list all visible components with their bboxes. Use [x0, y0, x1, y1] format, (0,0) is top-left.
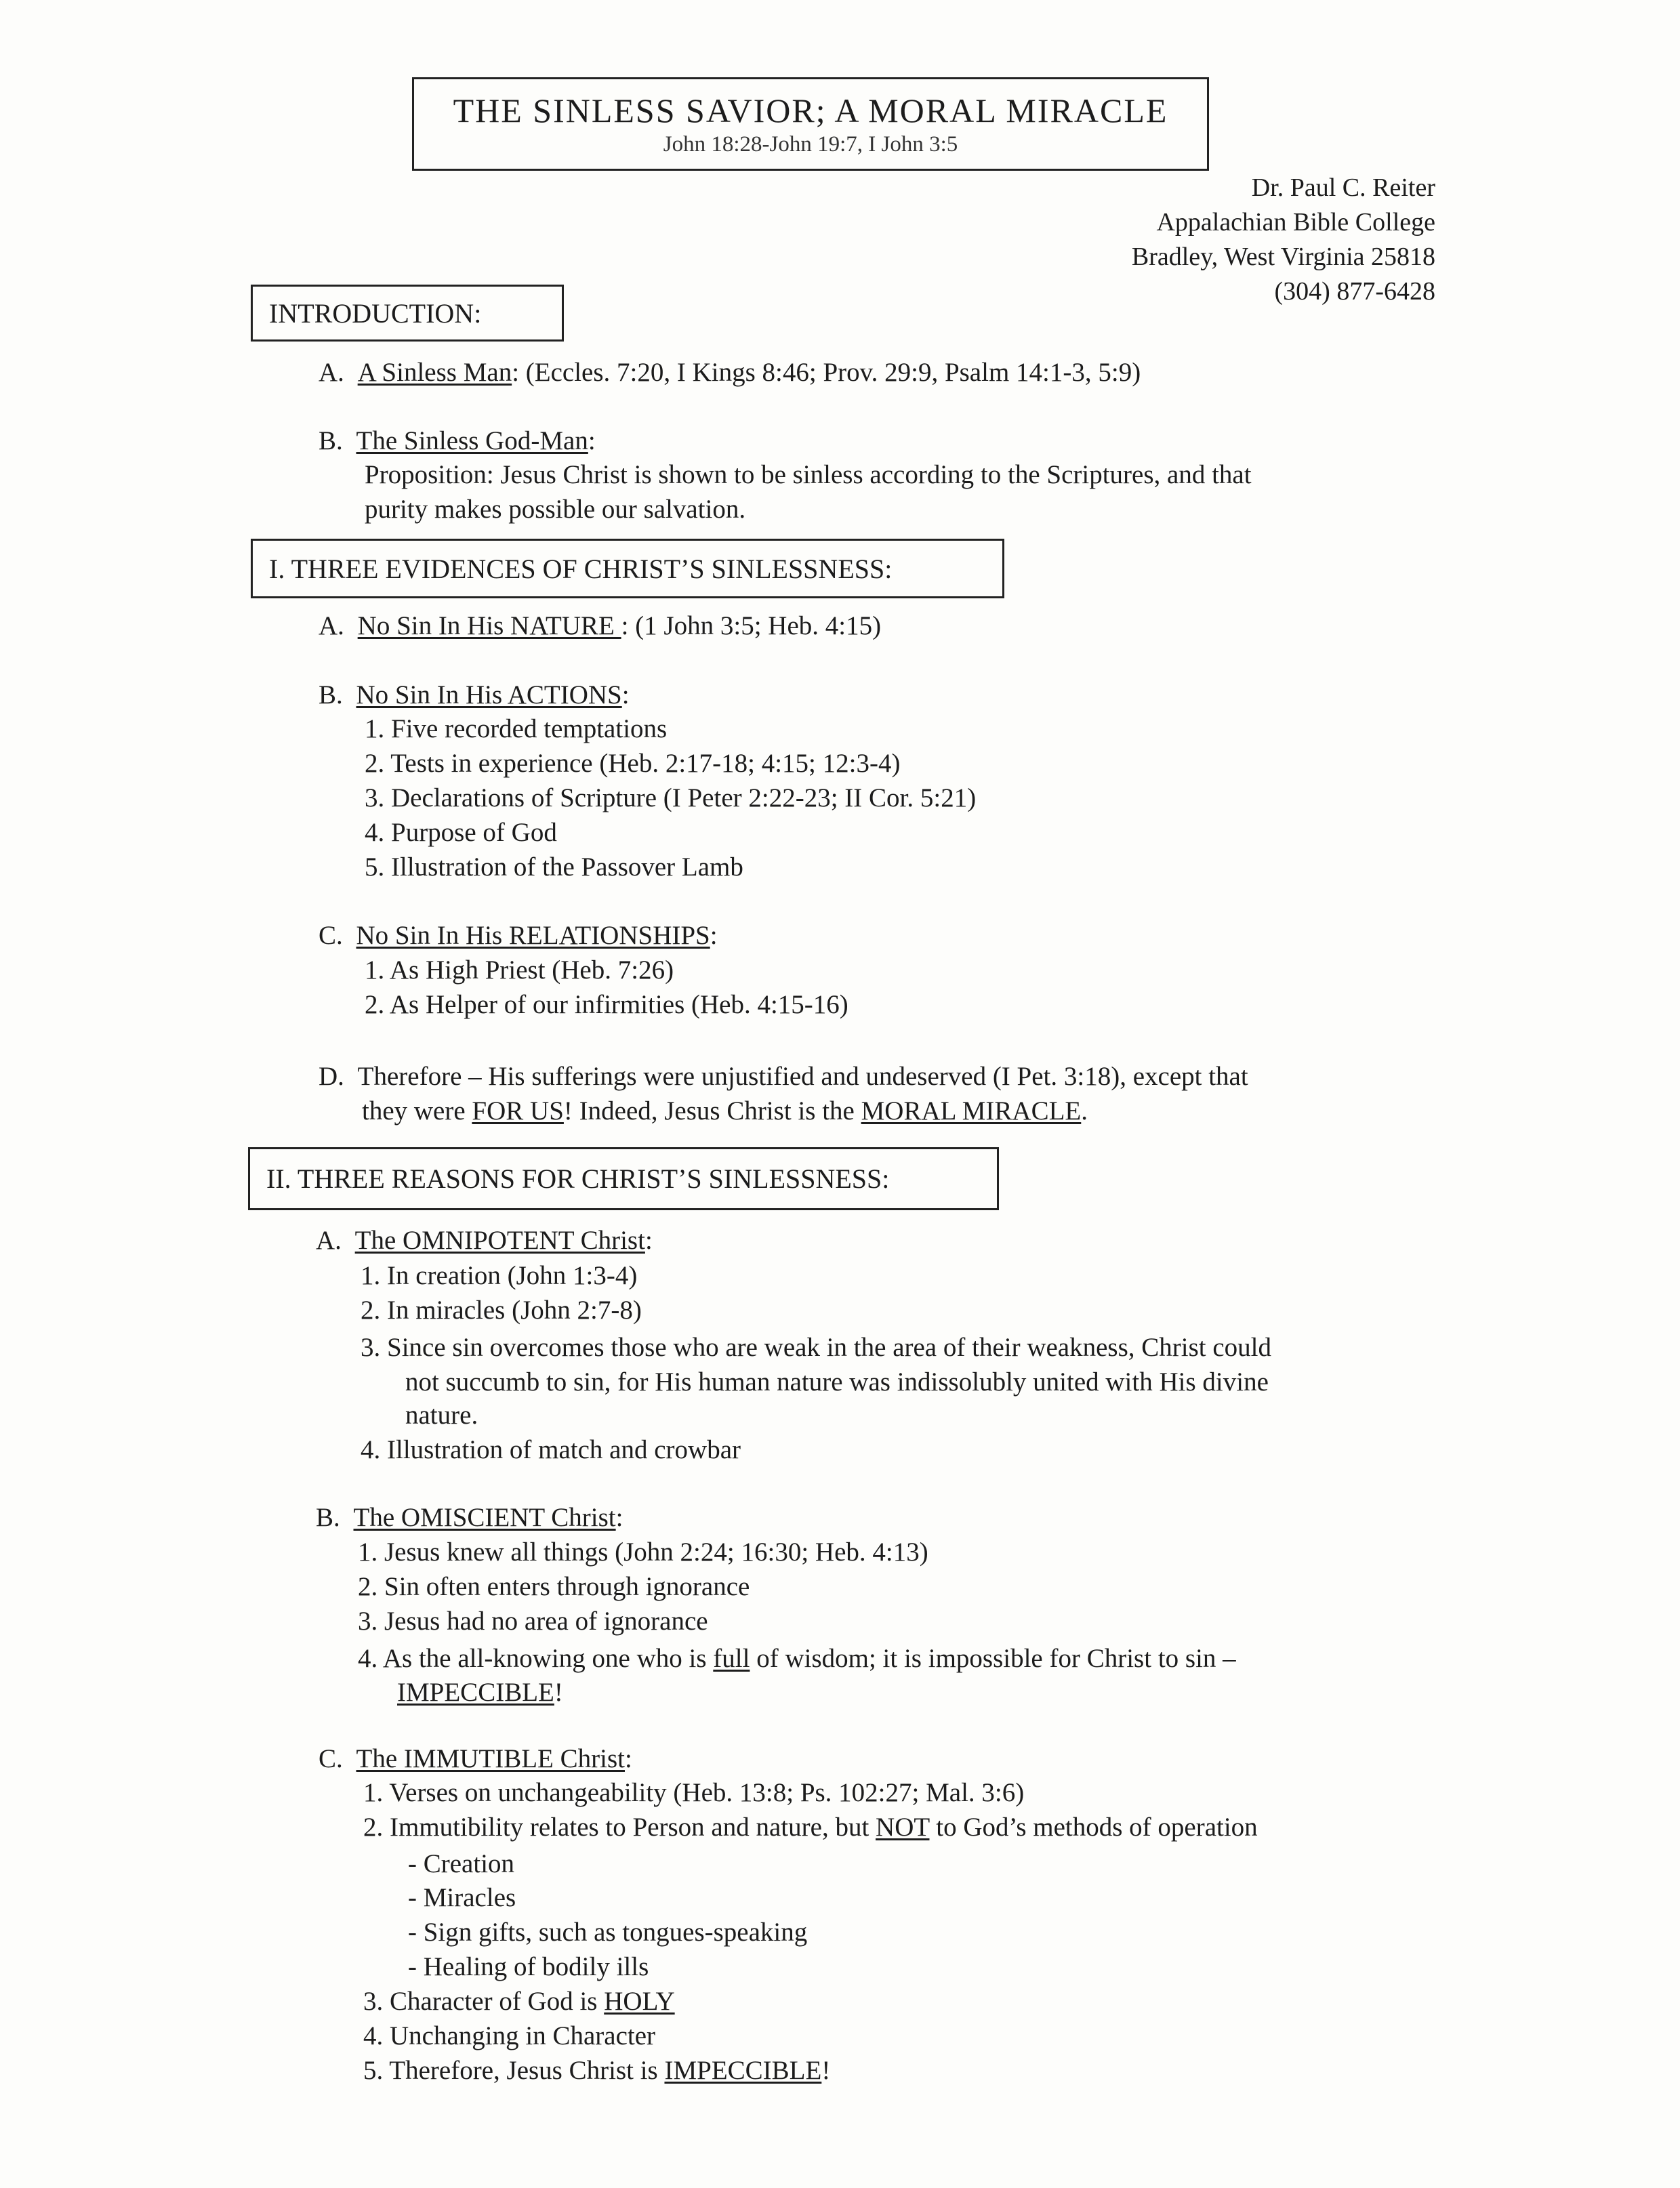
list-item: 1. In creation (John 1:3-4) [361, 1261, 638, 1290]
list-item: 3. Jesus had no area of ignorance [358, 1607, 708, 1636]
list-item [358, 1643, 1236, 1675]
sub-list-item: - Healing of bodily ills [408, 1952, 649, 1981]
sub-list-item: - Creation [408, 1849, 515, 1878]
text-run: of wisdom; it is impossible for Christ to sin – [750, 1644, 1236, 1673]
list-item-continuation: nature. [405, 1401, 478, 1430]
underlined-text: IMPECCIBLE [397, 1678, 554, 1707]
author-phone: (304) 877-6428 [1274, 277, 1435, 306]
text-run: ! Indeed, Jesus Christ is the [563, 1096, 861, 1126]
text-run: they were [362, 1096, 472, 1126]
colon: : [588, 426, 596, 455]
s1-a-title: No Sin In His NATURE [357, 611, 621, 640]
sub-list-item: - Sign gifts, such as tongues-speaking [408, 1918, 808, 1947]
marker: C. [319, 1744, 343, 1773]
list-item: 2. As Helper of our infirmities (Heb. 4:15-16) [365, 990, 848, 1019]
marker: C. [319, 921, 343, 950]
text-run: ! [821, 2056, 831, 2085]
marker: A. [319, 611, 344, 640]
s1-a-references: : (1 John 3:5; Heb. 4:15) [621, 611, 882, 640]
s1-c-title: No Sin In His RELATIONSHIPS [356, 921, 710, 950]
section-2-point-c [319, 1743, 632, 1775]
list-item [363, 1985, 675, 2018]
list-item [363, 2055, 830, 2087]
intro-point-b [319, 425, 596, 457]
section-1-heading-text: I. THREE EVIDENCES OF CHRIST’S SINLESSNESS: [269, 553, 893, 584]
marker: A. [316, 1226, 342, 1255]
section-1-point-c [319, 920, 718, 952]
text-run: . [1081, 1096, 1088, 1126]
text-run: 2. Immutibility relates to Person and nature, but [363, 1813, 876, 1842]
intro-b-title: The Sinless God-Man [356, 426, 588, 455]
author-block [989, 171, 1435, 309]
underlined-text: FOR US [472, 1096, 564, 1126]
list-item: 4. Unchanging in Character [363, 2021, 656, 2050]
sub-list-item: - Miracles [408, 1883, 516, 1912]
s1-b-title: No Sin In His ACTIONS [356, 680, 622, 709]
introduction-heading-text: INTRODUCTION: [269, 297, 482, 329]
list-item: 1. Five recorded temptations [365, 714, 668, 743]
document-title: THE SINLESS SAVIOR; A MORAL MIRACLE [453, 91, 1168, 129]
section-1-point-b [319, 679, 630, 711]
list-item: 3. Declarations of Scripture (I Peter 2:22-23; II Cor. 5:21) [365, 783, 977, 812]
list-item: 2. In miracles (John 2:7-8) [361, 1296, 642, 1325]
list-item [363, 1811, 1258, 1844]
section-2-heading [248, 1147, 999, 1210]
s1-d-line-1: Therefore – His sufferings were unjustified and undeserved (I Pet. 3:18), except that [357, 1062, 1248, 1091]
s2-a-title: The OMNIPOTENT Christ [354, 1226, 645, 1255]
author-location: Bradley, West Virginia 25818 [1131, 243, 1435, 271]
intro-point-a [319, 356, 1141, 389]
colon: : [710, 921, 718, 950]
text-run: 4. As the all-knowing one who is [358, 1644, 714, 1673]
s1-d-line-2 [362, 1095, 1088, 1128]
marker: B. [319, 680, 343, 709]
text-run: 3. Character of God is [363, 1987, 605, 2016]
underlined-text: HOLY [604, 1987, 675, 2016]
list-item: 5. Illustration of the Passover Lamb [365, 852, 743, 882]
underlined-text: MORAL MIRACLE [861, 1096, 1082, 1126]
author-name: Dr. Paul C. Reiter [1251, 173, 1435, 202]
list-item: 2. Tests in experience (Heb. 2:17-18; 4:15; 12:3-4) [365, 749, 901, 778]
list-item-continuation [397, 1676, 563, 1709]
underlined-text: full [713, 1644, 750, 1673]
marker: B. [316, 1503, 340, 1532]
section-1-heading [251, 539, 1004, 598]
section-2-point-a [316, 1224, 653, 1257]
underlined-text: NOT [876, 1813, 930, 1842]
author-institution: Appalachian Bible College [1156, 208, 1435, 236]
list-item: 1. Jesus knew all things (John 2:24; 16:30; Heb. 4:13) [358, 1537, 928, 1567]
text-run: ! [554, 1678, 563, 1707]
marker: D. [319, 1062, 344, 1091]
section-1-point-a [319, 610, 881, 642]
title-box [412, 77, 1209, 171]
introduction-heading [251, 285, 564, 342]
marker: A. [319, 358, 344, 387]
list-item: 1. Verses on unchangeability (Heb. 13:8; Ps. 102:27; Mal. 3:6) [363, 1778, 1025, 1807]
text-run: 5. Therefore, Jesus Christ is [363, 2056, 665, 2085]
list-item: 3. Since sin overcomes those who are weak in the area of their weakness, Christ could [361, 1333, 1272, 1362]
list-item: 2. Sin often enters through ignorance [358, 1572, 750, 1601]
colon: : [615, 1503, 623, 1532]
proposition-line-2: purity makes possible our salvation. [365, 495, 746, 524]
colon: : [644, 1226, 653, 1255]
marker: B. [319, 426, 343, 455]
intro-a-references: : (Eccles. 7:20, I Kings 8:46; Prov. 29:9, Psalm 14:1-3, 5:9) [512, 358, 1141, 387]
list-item: 4. Purpose of God [365, 818, 557, 847]
proposition-line-1: Proposition: Jesus Christ is shown to be sinless according to the Scriptures, and that [365, 460, 1252, 489]
list-item: 4. Illustration of match and crowbar [361, 1435, 741, 1464]
intro-a-title: A Sinless Man [357, 358, 512, 387]
scripture-reference: John 18:28-John 19:7, I John 3:5 [663, 132, 958, 157]
text-run: to God’s methods of operation [929, 1813, 1258, 1842]
list-item: 1. As High Priest (Heb. 7:26) [365, 955, 674, 985]
colon: : [624, 1744, 632, 1773]
s2-c-title: The IMMUTIBLE Christ [356, 1744, 625, 1773]
section-2-point-b [316, 1502, 623, 1534]
list-item-continuation: not succumb to sin, for His human nature was indissolubly united with His divine [405, 1367, 1269, 1397]
section-2-heading-text: II. THREE REASONS FOR CHRIST’S SINLESSNESS: [266, 1163, 890, 1194]
colon: : [621, 680, 630, 709]
section-1-point-d [319, 1060, 1248, 1093]
underlined-text: IMPECCIBLE [664, 2056, 822, 2085]
s2-b-title: The OMISCIENT Christ [353, 1503, 616, 1532]
